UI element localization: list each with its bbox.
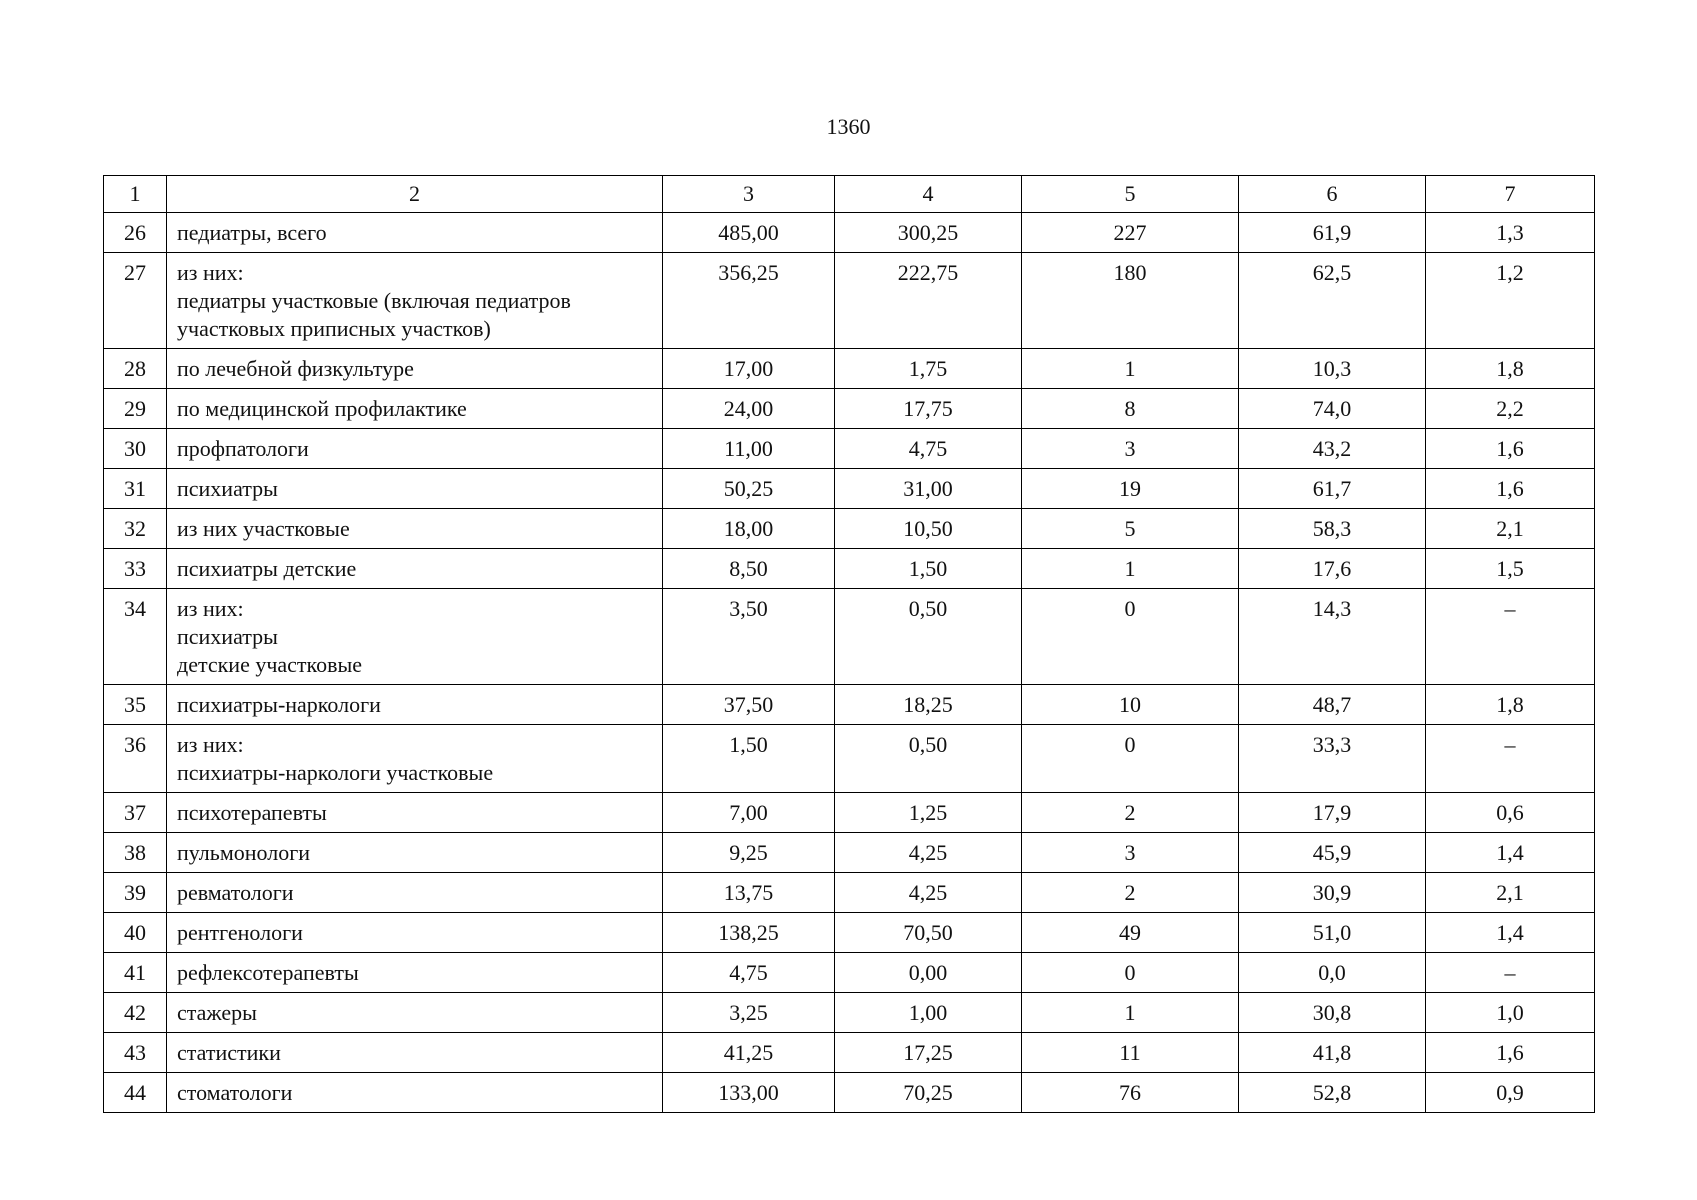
table-row: [104, 213, 1595, 253]
value-cell-6: 61,9: [1239, 213, 1426, 253]
row-number-cell: 29: [104, 389, 167, 429]
value-cell-7: 1,6: [1426, 1033, 1595, 1073]
value-cell-5: 8: [1022, 389, 1239, 429]
value-cell-4: 70,25: [835, 1073, 1022, 1113]
value-cell-5: 3: [1022, 833, 1239, 873]
table-row: [104, 549, 1595, 589]
value-cell-3: 133,00: [663, 1073, 835, 1113]
value-cell-4: 70,50: [835, 913, 1022, 953]
value-cell-7: 1,8: [1426, 349, 1595, 389]
value-cell-6: 52,8: [1239, 1073, 1426, 1113]
table-row: [104, 873, 1595, 913]
specialty-name-cell: психиатры детские: [167, 549, 663, 589]
specialty-name-cell: из них участковые: [167, 509, 663, 549]
value-cell-6: 30,8: [1239, 993, 1426, 1033]
table-row: [104, 389, 1595, 429]
specialty-name-cell: стоматологи: [167, 1073, 663, 1113]
value-cell-6: 10,3: [1239, 349, 1426, 389]
value-cell-6: 58,3: [1239, 509, 1426, 549]
table-row: [104, 589, 1595, 685]
specialty-name-cell: по лечебной физкультуре: [167, 349, 663, 389]
column-number-cell: 5: [1022, 176, 1239, 213]
value-cell-6: 14,3: [1239, 589, 1426, 685]
specialty-name-cell: по медицинской профилактике: [167, 389, 663, 429]
table-row: [104, 509, 1595, 549]
specialty-name-cell: стажеры: [167, 993, 663, 1033]
table-row: [104, 913, 1595, 953]
value-cell-3: 8,50: [663, 549, 835, 589]
value-cell-6: 48,7: [1239, 685, 1426, 725]
value-cell-5: 10: [1022, 685, 1239, 725]
value-cell-5: 227: [1022, 213, 1239, 253]
specialty-name-cell: психотерапевты: [167, 793, 663, 833]
value-cell-3: 3,25: [663, 993, 835, 1033]
specialty-name-cell: из них: психиатры детские участковые: [167, 589, 663, 685]
value-cell-6: 51,0: [1239, 913, 1426, 953]
column-number-cell: 6: [1239, 176, 1426, 213]
row-number-cell: 39: [104, 873, 167, 913]
value-cell-5: 1: [1022, 993, 1239, 1033]
value-cell-7: 1,8: [1426, 685, 1595, 725]
value-cell-7: 2,1: [1426, 509, 1595, 549]
specialty-name-cell: ревматологи: [167, 873, 663, 913]
value-cell-6: 17,6: [1239, 549, 1426, 589]
value-cell-5: 180: [1022, 253, 1239, 349]
value-cell-4: 0,50: [835, 589, 1022, 685]
value-cell-3: 50,25: [663, 469, 835, 509]
value-cell-5: 0: [1022, 589, 1239, 685]
value-cell-7: 1,2: [1426, 253, 1595, 349]
value-cell-4: 300,25: [835, 213, 1022, 253]
value-cell-3: 11,00: [663, 429, 835, 469]
value-cell-3: 138,25: [663, 913, 835, 953]
table-row: [104, 429, 1595, 469]
value-cell-6: 41,8: [1239, 1033, 1426, 1073]
value-cell-7: 1,6: [1426, 469, 1595, 509]
table-row: [104, 725, 1595, 793]
value-cell-4: 0,50: [835, 725, 1022, 793]
value-cell-7: 1,6: [1426, 429, 1595, 469]
value-cell-3: 17,00: [663, 349, 835, 389]
row-number-cell: 38: [104, 833, 167, 873]
column-number-cell: 3: [663, 176, 835, 213]
value-cell-4: 4,25: [835, 833, 1022, 873]
table-row: [104, 1073, 1595, 1113]
row-number-cell: 26: [104, 213, 167, 253]
value-cell-5: 19: [1022, 469, 1239, 509]
value-cell-7: –: [1426, 953, 1595, 993]
table-body: [104, 176, 1595, 1113]
value-cell-3: 7,00: [663, 793, 835, 833]
value-cell-4: 4,25: [835, 873, 1022, 913]
value-cell-4: 0,00: [835, 953, 1022, 993]
row-number-cell: 42: [104, 993, 167, 1033]
table-row: [104, 253, 1595, 349]
value-cell-6: 33,3: [1239, 725, 1426, 793]
value-cell-4: 222,75: [835, 253, 1022, 349]
value-cell-4: 18,25: [835, 685, 1022, 725]
value-cell-5: 1: [1022, 349, 1239, 389]
specialty-name-cell: профпатологи: [167, 429, 663, 469]
specialty-name-cell: психиатры: [167, 469, 663, 509]
specialty-name-cell: статистики: [167, 1033, 663, 1073]
value-cell-4: 10,50: [835, 509, 1022, 549]
value-cell-5: 11: [1022, 1033, 1239, 1073]
specialty-name-cell: из них: психиатры-наркологи участковые: [167, 725, 663, 793]
specialty-name-cell: педиатры, всего: [167, 213, 663, 253]
value-cell-3: 37,50: [663, 685, 835, 725]
value-cell-5: 76: [1022, 1073, 1239, 1113]
value-cell-7: –: [1426, 725, 1595, 793]
row-number-cell: 36: [104, 725, 167, 793]
value-cell-5: 0: [1022, 953, 1239, 993]
specialty-name-cell: рефлексотерапевты: [167, 953, 663, 993]
row-number-cell: 41: [104, 953, 167, 993]
value-cell-3: 18,00: [663, 509, 835, 549]
value-cell-7: 2,2: [1426, 389, 1595, 429]
value-cell-6: 0,0: [1239, 953, 1426, 993]
table-row: [104, 793, 1595, 833]
table-row: [104, 993, 1595, 1033]
value-cell-7: 0,9: [1426, 1073, 1595, 1113]
value-cell-7: 0,6: [1426, 793, 1595, 833]
value-cell-4: 4,75: [835, 429, 1022, 469]
page-number: 1360: [826, 114, 871, 139]
row-number-cell: 34: [104, 589, 167, 685]
data-table: [103, 175, 1595, 1113]
table-row: [104, 833, 1595, 873]
value-cell-3: 24,00: [663, 389, 835, 429]
value-cell-6: 74,0: [1239, 389, 1426, 429]
value-cell-5: 5: [1022, 509, 1239, 549]
value-cell-3: 356,25: [663, 253, 835, 349]
value-cell-4: 1,25: [835, 793, 1022, 833]
row-number-cell: 32: [104, 509, 167, 549]
value-cell-3: 3,50: [663, 589, 835, 685]
value-cell-5: 1: [1022, 549, 1239, 589]
table-row: [104, 1033, 1595, 1073]
value-cell-5: 0: [1022, 725, 1239, 793]
row-number-cell: 27: [104, 253, 167, 349]
specialty-name-cell: психиатры-наркологи: [167, 685, 663, 725]
value-cell-5: 2: [1022, 873, 1239, 913]
value-cell-7: 1,3: [1426, 213, 1595, 253]
column-number-cell: 7: [1426, 176, 1595, 213]
value-cell-6: 45,9: [1239, 833, 1426, 873]
row-number-cell: 30: [104, 429, 167, 469]
table-row: [104, 469, 1595, 509]
row-number-cell: 40: [104, 913, 167, 953]
row-number-cell: 44: [104, 1073, 167, 1113]
value-cell-4: 31,00: [835, 469, 1022, 509]
value-cell-3: 41,25: [663, 1033, 835, 1073]
column-number-cell: 2: [167, 176, 663, 213]
row-number-cell: 28: [104, 349, 167, 389]
table-row: [104, 953, 1595, 993]
value-cell-7: –: [1426, 589, 1595, 685]
value-cell-3: 13,75: [663, 873, 835, 913]
value-cell-7: 1,0: [1426, 993, 1595, 1033]
row-number-cell: 33: [104, 549, 167, 589]
value-cell-4: 17,75: [835, 389, 1022, 429]
value-cell-3: 485,00: [663, 213, 835, 253]
specialty-name-cell: из них: педиатры участковые (включая педиатров участковых приписных участков): [167, 253, 663, 349]
value-cell-3: 4,75: [663, 953, 835, 993]
row-number-cell: 43: [104, 1033, 167, 1073]
table-header-row: [104, 176, 1595, 213]
value-cell-6: 30,9: [1239, 873, 1426, 913]
value-cell-4: 1,50: [835, 549, 1022, 589]
value-cell-4: 1,00: [835, 993, 1022, 1033]
value-cell-6: 61,7: [1239, 469, 1426, 509]
value-cell-5: 49: [1022, 913, 1239, 953]
value-cell-7: 2,1: [1426, 873, 1595, 913]
value-cell-7: 1,4: [1426, 833, 1595, 873]
value-cell-4: 1,75: [835, 349, 1022, 389]
row-number-cell: 37: [104, 793, 167, 833]
value-cell-6: 17,9: [1239, 793, 1426, 833]
specialty-name-cell: рентгенологи: [167, 913, 663, 953]
row-number-cell: 35: [104, 685, 167, 725]
value-cell-7: 1,5: [1426, 549, 1595, 589]
specialty-name-cell: пульмонологи: [167, 833, 663, 873]
table-row: [104, 685, 1595, 725]
row-number-cell: 31: [104, 469, 167, 509]
value-cell-3: 9,25: [663, 833, 835, 873]
table-row: [104, 349, 1595, 389]
value-cell-6: 43,2: [1239, 429, 1426, 469]
value-cell-3: 1,50: [663, 725, 835, 793]
value-cell-7: 1,4: [1426, 913, 1595, 953]
value-cell-4: 17,25: [835, 1033, 1022, 1073]
column-number-cell: 1: [104, 176, 167, 213]
value-cell-5: 3: [1022, 429, 1239, 469]
value-cell-5: 2: [1022, 793, 1239, 833]
value-cell-6: 62,5: [1239, 253, 1426, 349]
column-number-cell: 4: [835, 176, 1022, 213]
